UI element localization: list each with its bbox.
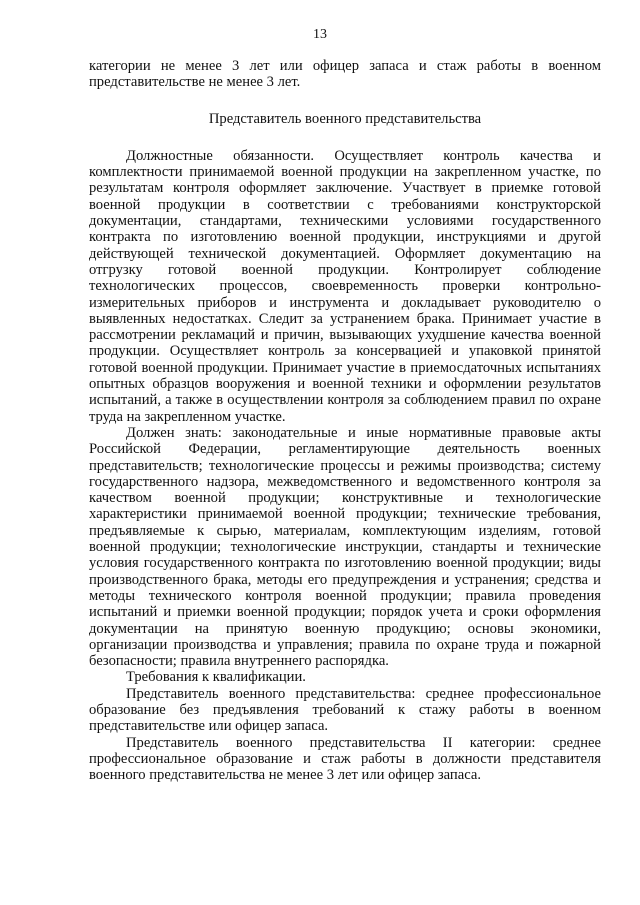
qualification-representative-category-2: Представитель военного представительства II категории: среднее профессиональное образование и стаж работы в должности представителя военного представительства не менее 3 лет или офицер запаса. (89, 734, 601, 784)
section-heading: Представитель военного представительства (208, 110, 482, 127)
duties-paragraph: Должностные обязанности. Осуществляет контроль качества и комплектности принимаемой военной продукции на закрепленном участке, по результатам контроля оформляет заключение. Участвует в приемке готовой военной продукции в соответствии с требованиями конструкторской документации, стандартами, техническими условиями государственного контракта по изготовлению военной продукции, инструкциями и другой действующей технической документацией. Оформляет документацию на отгрузку готовой военной продукции. Контролирует соблюдение технологических процессов, своевременность проверки контрольно-измерительных приборов и инструмента и докладывает руководителю о выявленных недостатках. Следит за устранением брака. Принимает участие в рассмотрении рекламаций и причин, вызывающих ухудшение качества военной продукции. Осуществляет контроль за консервацией и упаковкой принятой готовой военной продукции. Принимает участие в приемосдаточных испытаниях опытных образцов вооружения и военной техники и оформлении результатов испытаний, а также в осуществлении контроля за соблюдением правил по охране труда на закрепленном участке. (89, 147, 601, 425)
qualification-representative: Представитель военного представительства: среднее профессиональное образование без предъявления требований к стажу работы в военном представительстве или офицер запаса. (89, 685, 601, 735)
qualification-heading: Требования к квалификации. (126, 669, 306, 686)
page-number: 13 (313, 27, 327, 42)
continued-paragraph: категории не менее 3 лет или офицер запаса и стаж работы в военном представительстве не менее 3 лет. (89, 58, 601, 91)
document-body (89, 58, 601, 783)
knowledge-paragraph: Должен знать: законодательные и иные нормативные правовые акты Российской Федерации, регламентирующие деятельность военных представительств; технологические процессы и режимы производства; систему государственного надзора, межведомственного и ведомственного контроля за качеством военной продукции; конструктивные и технологические характеристики принимаемой военной продукции; технические требования, предъявляемые к сырью, материалам, комплектующим изделиям, готовой военной продукции; технологические инструкции, стандарты и технические условия государственного контракта по изготовлению военной продукции; виды производственного брака, методы его предупреждения и устранения; средства и методы технического контроля военной продукции; правила проведения испытаний и приемки военной продукции; порядок учета и сроки оформления документации на принятую военную продукцию; основы экономики, организации производства и управления; правила по охране труда и пожарной безопасности; правила внутреннего распорядка. (89, 424, 601, 670)
